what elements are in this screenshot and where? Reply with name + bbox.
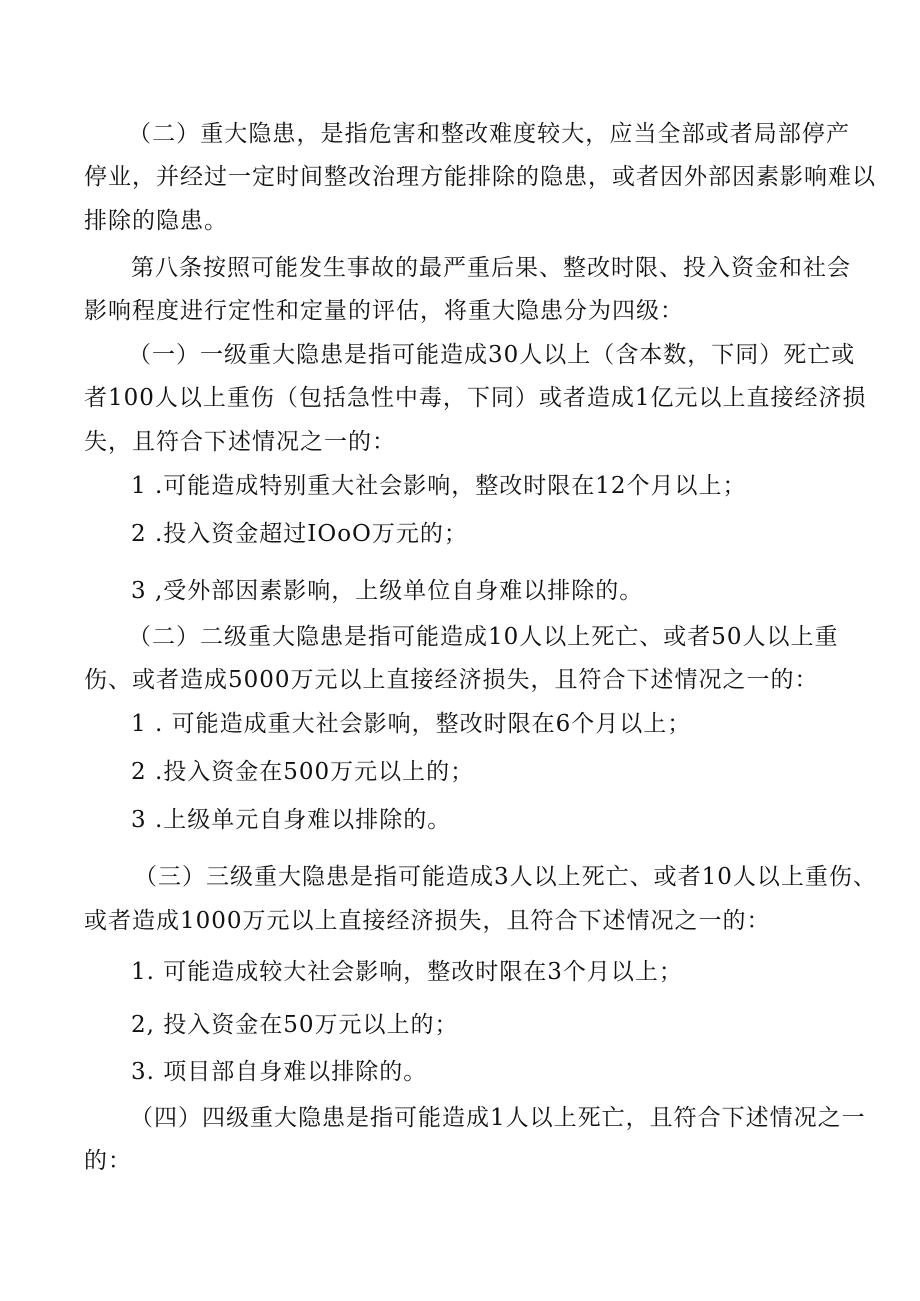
text-line: 第八条按照可能发生事故的最严重后果、整改时限、投入资金和社会 bbox=[131, 255, 851, 281]
text-line: （四）四级重大隐患是指可能造成1人以上死亡，且符合下述情况之一 bbox=[130, 1105, 866, 1131]
text-line: （二）二级重大隐患是指可能造成10人以上死亡、或者50人以上重 bbox=[128, 624, 839, 650]
text-line: 者100人以上重伤（包括急性中毒，下同）或者造成1亿元以上直接经济损 bbox=[84, 385, 867, 411]
text-line: 伤、或者造成5000万元以上直接经济损失，且符合下述情况之一的： bbox=[84, 667, 819, 693]
text-line: （二）重大隐患，是指危害和整改难度较大，应当全部或者局部停产 bbox=[128, 121, 850, 147]
list-item: 1 . 可能造成重大社会影响，整改时限在6个月以上； bbox=[131, 711, 692, 737]
text-line: 影响程度进行定性和定量的评估，将重大隐患分为四级： bbox=[84, 298, 684, 324]
list-item: 3 ,受外部因素影响，上级单位自身难以排除的。 bbox=[131, 578, 644, 604]
list-item: 2 .投入资金在500万元以上的； bbox=[131, 759, 475, 785]
list-item: 1 .可能造成特别重大社会影响，整改时限在12个月以上； bbox=[131, 473, 747, 499]
text-line: （三）三级重大隐患是指可能造成3人以上死亡、或者10人以上重伤、 bbox=[134, 864, 877, 890]
list-item: 3 .上级单元自身难以排除的。 bbox=[131, 807, 452, 833]
text-line: 失，且符合下述情况之一的： bbox=[84, 429, 396, 455]
list-item: 3. 项目部自身难以排除的。 bbox=[131, 1059, 428, 1085]
text-line: 排除的隐患。 bbox=[84, 208, 228, 234]
text-line: （一）一级重大隐患是指可能造成30人以上（含本数，下同）死亡或 bbox=[128, 342, 856, 368]
text-line: 或者造成1000万元以上直接经济损失，且符合下述情况之一的： bbox=[84, 908, 771, 934]
list-item: 1. 可能造成较大社会影响，整改时限在3个月以上； bbox=[131, 959, 683, 985]
text-line: 的： bbox=[84, 1148, 132, 1174]
text-line: 停业，并经过一定时间整改治理方能排除的隐患，或者因外部因素影响难以 bbox=[84, 164, 876, 190]
list-item: 2, 投入资金在50万元以上的； bbox=[131, 1012, 459, 1038]
list-item: 2 .投入资金超过IOoO万元的； bbox=[131, 521, 468, 547]
